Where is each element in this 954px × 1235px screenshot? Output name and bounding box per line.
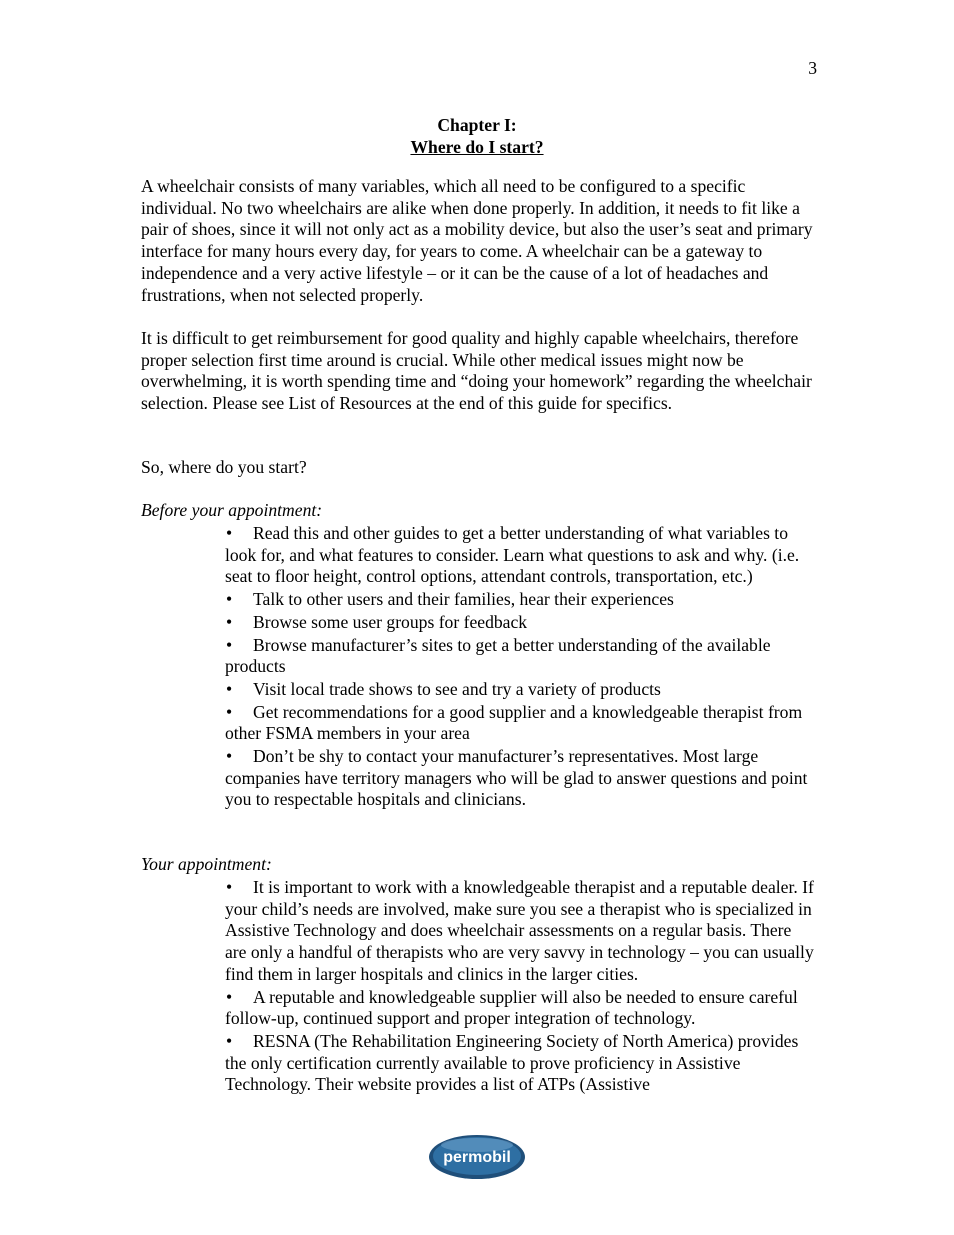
page-number: 3 bbox=[808, 58, 817, 78]
bullet-icon: • bbox=[226, 746, 233, 767]
list-item-text: Visit local trade shows to see and try a variety of products bbox=[253, 678, 661, 699]
list-item bbox=[225, 1031, 815, 1096]
permobil-logo-icon bbox=[428, 1133, 526, 1181]
bullet-icon: • bbox=[226, 1030, 233, 1051]
bullet-icon: • bbox=[226, 589, 233, 610]
list-item bbox=[225, 523, 815, 588]
list-item-text: Browse manufacturer’s sites to get a better understanding of the available products bbox=[225, 634, 771, 677]
list-item-text: It is important to work with a knowledgeable therapist and a reputable dealer. If your child’s needs are involved, make sure you see a therapist who is specialized in Assistive Technology and does wheelchair assessments on a regular basis. There are only a handful of therapists who are very savvy in technology – you can usually find them in larger hospitals and clinics in the larger cities. bbox=[225, 877, 814, 984]
bullet-icon: • bbox=[226, 634, 233, 655]
list-item bbox=[225, 877, 815, 986]
svg-text:permobil: permobil bbox=[443, 1149, 511, 1166]
chapter-title: Chapter I: bbox=[437, 115, 517, 135]
list-item-text: Read this and other guides to get a better understanding of what variables to look for, and what features to consider. Learn what questions to ask and why. (i.e. seat to floor height, control options, attendant controls, transportation, etc.) bbox=[225, 523, 800, 587]
bullet-icon: • bbox=[226, 678, 233, 699]
list-item bbox=[225, 612, 815, 634]
section-label-your-appointment: Your appointment: bbox=[141, 854, 272, 874]
list-item-text: Browse some user groups for feedback bbox=[253, 611, 528, 632]
list-item-text: A reputable and knowledgeable supplier will also be needed to ensure careful follow-up, continued support and proper integration of technology. bbox=[225, 986, 798, 1029]
bullet-icon: • bbox=[226, 877, 233, 897]
list-item bbox=[225, 635, 815, 678]
reimbursement-paragraph: It is difficult to get reimbursement for good quality and highly capable wheelchairs, therefore proper selection first time around is crucial. While other medical issues might now be overwhelming, it is worth spending time and “doing your homework” regarding the wheelchair selection. Please see List of Resources at the end of this guide for specifics. bbox=[141, 328, 812, 414]
bullet-list-before-appointment bbox=[225, 523, 815, 812]
chapter-heading bbox=[0, 115, 954, 159]
list-item bbox=[225, 987, 815, 1030]
bullet-list-your-appointment bbox=[225, 877, 815, 1097]
chapter-subtitle: Where do I start? bbox=[410, 137, 544, 157]
list-item-text: RESNA (The Rehabilitation Engineering Society of North America) provides the only certification currently available to prove proficiency in Assistive Technology. Their website provides a list of ATPs (Assistive bbox=[225, 1030, 799, 1095]
list-item bbox=[225, 679, 815, 701]
list-item bbox=[225, 746, 815, 811]
list-item-text: Talk to other users and their families, hear their experiences bbox=[253, 589, 674, 610]
intro-paragraph: A wheelchair consists of many variables, which all need to be configured to a specific individual. No two wheelchairs are alike when done properly. In addition, it needs to fit like a pair of shoes, since it will not only act as a mobility device, but also the user’s seat and primary interface for many hours every day, for years to come. A wheelchair can be a gateway to independence and a very active lifestyle – or it can be the cause of a lot of headaches and frustrations, when not selected properly. bbox=[141, 176, 813, 305]
list-item bbox=[225, 589, 815, 611]
list-item-text: Get recommendations for a good supplier and a knowledgeable therapist from other FSMA members in your area bbox=[225, 701, 803, 744]
where-to-start-paragraph: So, where do you start? bbox=[141, 457, 307, 477]
section-label-before-appointment: Before your appointment: bbox=[141, 500, 323, 520]
list-item-text: Don’t be shy to contact your manufacturer’s representatives. Most large companies have territory managers who will be glad to answer questions and point you to respectable hospitals and clinicians. bbox=[225, 746, 808, 810]
footer-logo bbox=[428, 1133, 526, 1187]
bullet-icon: • bbox=[226, 611, 233, 632]
bullet-icon: • bbox=[226, 986, 233, 1007]
list-item bbox=[225, 702, 815, 745]
bullet-icon: • bbox=[226, 523, 233, 543]
bullet-icon: • bbox=[226, 701, 233, 722]
